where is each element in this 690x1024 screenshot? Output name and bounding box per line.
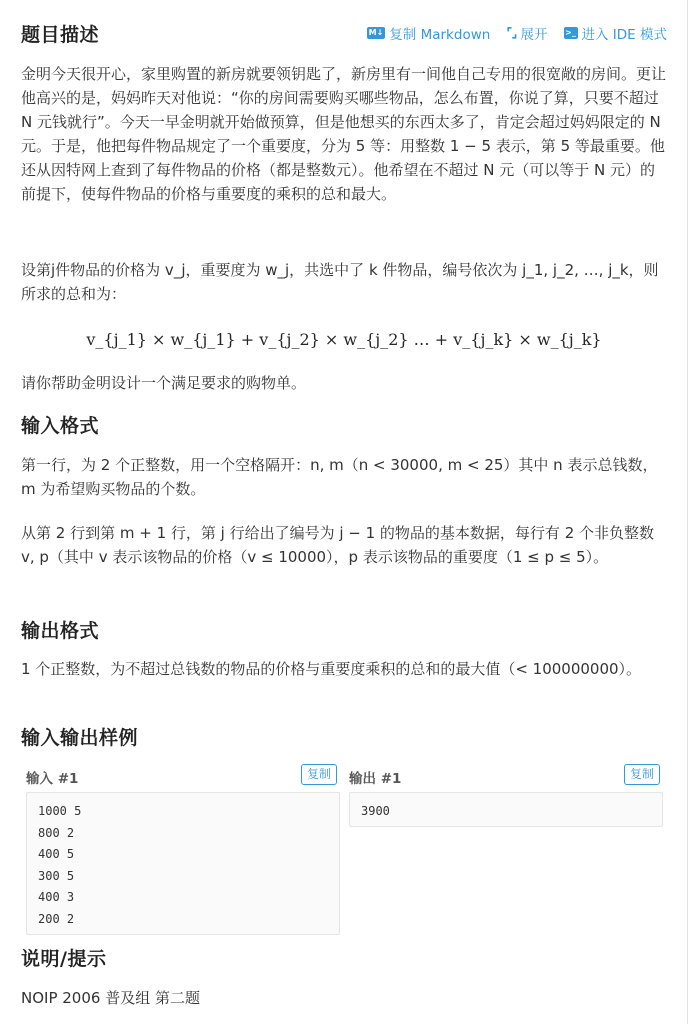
output-format-text: 1 个正整数，为不超过总钱数的物品的价格与重要度乘积的总和的最大值（< 100000000）。 — [21, 660, 642, 678]
page-title: 题目描述 — [21, 23, 100, 46]
description-paragraph-1 — [21, 62, 667, 206]
expand-label: 展开 — [520, 27, 548, 43]
expand-button[interactable] — [506, 23, 547, 43]
description-text-3: 请你帮助金明设计一个满足要求的购物单。 — [21, 374, 307, 392]
markdown-icon: M↓ — [368, 28, 384, 37]
input-format-title: 输入格式 — [21, 415, 100, 437]
hint-section — [21, 944, 667, 971]
toolbar — [367, 23, 667, 43]
copy-input-button[interactable]: 复制 — [301, 764, 337, 785]
output-format-section — [21, 616, 667, 643]
sample-output-label: 输出 #1 — [349, 771, 402, 787]
description-text-1: 金明今天很开心，家里购置的新房就要领钥匙了，新房里有一间他自己专用的很宽敞的房间。更让他高兴的是，妈妈昨天对他说：“你的房间需要购买哪些物品，怎么布置，你说了算，只要不超过 N 元钱就行”。今天一早金明就开始做预算，但是他想买的东西太多了，肯定会超过妈妈限定的 N 元。于是，他把每件物品规定了一个重要度，分为 5 等：用整数 1 − 5 表示，第 5 等最重要。他还从因特网上查到了每件物品的价格（都是整数元）。他希望在不超过 N 元（可以等于 N 元）的前提下，使每件物品的价格与重要度的乘积的总和最大。 — [21, 65, 667, 203]
input-format-text-2: 从第 2 行到第 m + 1 行，第 j 行给出了编号为 j − 1 的物品的基本数据，每行有 2 个非负整数 v, p（其中 v 表示该物品的价格（v ≤ 10000），p 表示该物品的重要度（1 ≤ p ≤ 5）。 — [21, 524, 655, 566]
terminal-icon: >_ — [565, 28, 576, 37]
samples-section — [21, 723, 667, 750]
formula-text: v_{j_1} × w_{j_1} + v_{j_2} × w_{j_2} … + v_{j_k} × w_{j_k} — [86, 330, 602, 349]
hint-title: 说明/提示 — [21, 948, 107, 970]
description-paragraph-3 — [21, 371, 667, 395]
copy-output-button[interactable]: 复制 — [624, 764, 660, 785]
sample-output-box[interactable]: 3900 — [349, 792, 663, 827]
enter-ide-label: 进入 IDE 模式 — [581, 27, 667, 43]
expand-icon: ⌜⌟ — [506, 25, 517, 41]
enter-ide-button[interactable] — [564, 23, 668, 43]
description-text-2: 设第j件物品的价格为 v_j，重要度为 w_j，共选中了 k 件物品，编号依次为 j_1, j_2, …, j_k，则所求的总和为： — [21, 261, 659, 303]
samples-title: 输入输出样例 — [21, 727, 139, 749]
header-row — [21, 19, 667, 47]
sum-formula — [21, 330, 667, 349]
sample-input-label: 输入 #1 — [26, 771, 79, 787]
sample-input-box[interactable]: 1000 5 800 2 400 5 300 5 400 3 200 2 — [26, 792, 340, 935]
output-format-title: 输出格式 — [21, 620, 100, 642]
copy-markdown-label: 复制 Markdown — [389, 27, 491, 43]
input-format-text-1: 第一行，为 2 个正整数，用一个空格隔开：n, m（n < 30000, m < 25）其中 n 表示总钱数，m 为希望购买物品的个数。 — [21, 456, 658, 498]
input-format-paragraph-1 — [21, 453, 667, 501]
input-format-section — [21, 411, 667, 438]
input-format-paragraph-2 — [21, 521, 667, 569]
copy-markdown-button[interactable] — [367, 23, 491, 43]
hint-paragraph — [21, 986, 667, 1010]
output-format-paragraph — [21, 657, 667, 681]
hint-text: NOIP 2006 普及组 第二题 — [21, 989, 200, 1007]
description-paragraph-2 — [21, 258, 667, 306]
